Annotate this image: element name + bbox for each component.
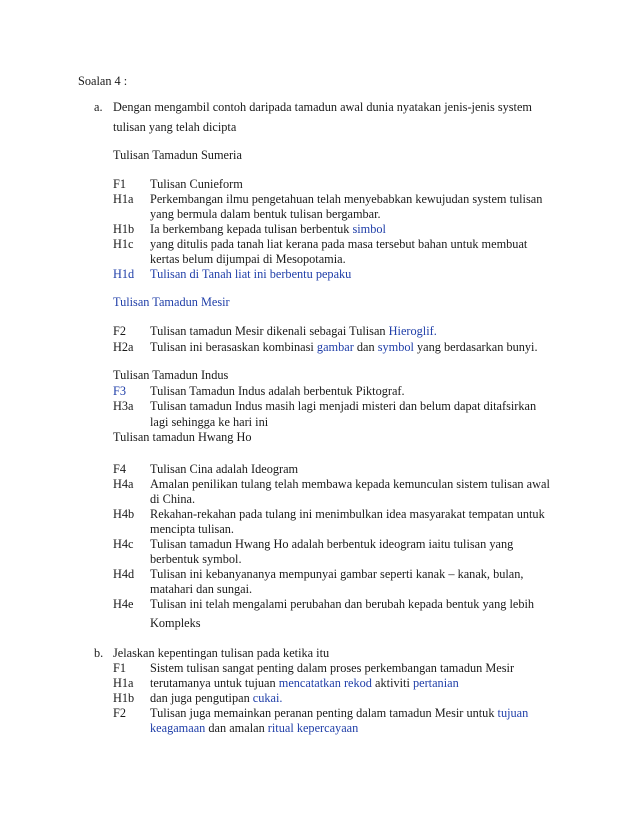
part-b-f1-code: F1	[113, 661, 126, 675]
mesir-f2-line	[150, 324, 437, 339]
part-b-f2-line	[150, 706, 528, 721]
part-b-f1-text: Sistem tulisan sangat penting dalam proses perkembangan tamadun Mesir	[150, 661, 515, 675]
part-b-f2-line2	[150, 721, 358, 736]
part-b-h1a-highlight1: mencatatkan rekod	[278, 676, 372, 690]
hwangho-h4c-line2: berbentuk symbol.	[150, 552, 242, 566]
hwangho-h4a-code: H4a	[113, 477, 134, 491]
part-b-h1a-text1: terutamanya untuk tujuan	[150, 676, 279, 690]
sumeria-h1d-code: H1d	[113, 267, 135, 281]
part-b-f2-highlight1: tujuan	[497, 706, 529, 720]
mesir-h2a-line	[150, 340, 538, 355]
hwangho-f4-code: F4	[113, 462, 126, 476]
mesir-f2-highlight: Hieroglif.	[388, 324, 437, 338]
sumeria-h1b-line	[150, 222, 386, 237]
mesir-h2a-code: H2a	[113, 340, 134, 354]
part-b-f2b-highlight1: keagamaan	[150, 721, 206, 735]
indus-f3-code: F3	[113, 384, 126, 398]
mesir-h2a-text1: Tulisan ini berasaskan kombinasi	[150, 340, 317, 354]
mesir-h2a-highlight2: symbol	[377, 340, 414, 354]
part-b-marker: b.	[94, 646, 104, 660]
sumeria-h1a-line2: yang bermula dalam bentuk tulisan bergambar.	[150, 207, 381, 221]
sumeria-h1c-code: H1c	[113, 237, 134, 251]
mesir-h2a-text2: dan	[353, 340, 378, 354]
part-a-marker: a.	[94, 100, 103, 114]
part-b-h1b-text1: dan juga pengutipan	[150, 691, 253, 705]
part-b-h1a-text2: aktiviti	[371, 676, 413, 690]
hwangho-h4c-line1: Tulisan tamadun Hwang Ho adalah berbentuk ideogram iaitu tulisan yang	[150, 537, 514, 551]
part-b-h1b-highlight1: cukai.	[252, 691, 283, 705]
sumeria-heading: Tulisan Tamadun Sumeria	[113, 148, 242, 162]
mesir-f2-text: Tulisan tamadun Mesir dikenali sebagai Tulisan	[150, 324, 389, 338]
hwangho-heading: Tulisan tamadun Hwang Ho	[113, 430, 252, 444]
part-b-question: Jelaskan kepentingan tulisan pada ketika itu	[113, 646, 330, 660]
part-b-h1b-line	[150, 691, 283, 706]
indus-h3a-line1: Tulisan tamadun Indus masih lagi menjadi misteri dan belum dapat ditafsirkan	[150, 399, 537, 413]
sumeria-h1b-highlight: simbol	[352, 222, 386, 236]
part-a-question-line1: Dengan mengambil contoh daripada tamadun awal dunia nyatakan jenis-jenis system	[113, 100, 532, 114]
part-b-h1a-line	[150, 676, 459, 691]
hwangho-h4e-line2: Kompleks	[150, 616, 201, 630]
sumeria-h1b-code: H1b	[113, 222, 135, 236]
sumeria-h1a-line1: Perkembangan ilmu pengetahuan telah menyebabkan kewujudan system tulisan	[150, 192, 543, 206]
hwangho-h4a-line1: Amalan penilikan tulang telah membawa kepada kemunculan sistem tulisan awal	[150, 477, 550, 491]
indus-h3a-line2: lagi sehingga ke hari ini	[150, 415, 269, 429]
indus-h3a-code: H3a	[113, 399, 134, 413]
part-b-f2-code: F2	[113, 706, 126, 720]
mesir-h2a-text3: yang berdasarkan bunyi.	[413, 340, 538, 354]
part-b-f2-text1: Tulisan juga memainkan peranan penting dalam tamadun Mesir untuk	[150, 706, 498, 720]
hwangho-h4b-line1: Rekahan-rekahan pada tulang ini menimbulkan idea masyarakat tempatan untuk	[150, 507, 545, 521]
hwangho-h4b-line2: mencipta tulisan.	[150, 522, 235, 536]
sumeria-h1b-text: Ia berkembang kepada tulisan berbentuk	[150, 222, 353, 236]
part-b-h1a-code: H1a	[113, 676, 134, 690]
hwangho-h4d-line2: matahari dan sungai.	[150, 582, 253, 596]
part-b-f2b-text1: dan amalan	[205, 721, 268, 735]
part-a-question-line2: tulisan yang telah dicipta	[113, 120, 237, 134]
part-b-h1a-highlight2: pertanian	[412, 676, 459, 690]
sumeria-h1d-text: Tulisan di Tanah liat ini berbentu pepaku	[150, 267, 352, 281]
part-b-f2b-highlight2: ritual kepercayaan	[267, 721, 359, 735]
indus-f3-text: Tulisan Tamadun Indus adalah berbentuk Piktograf.	[150, 384, 405, 398]
hwangho-f4-text: Tulisan Cina adalah Ideogram	[150, 462, 299, 476]
mesir-f2-code: F2	[113, 324, 126, 338]
hwangho-h4a-line2: di China.	[150, 492, 196, 506]
sumeria-f1-text: Tulisan Cunieform	[150, 177, 243, 191]
hwangho-h4c-code: H4c	[113, 537, 134, 551]
sumeria-h1c-line1: yang ditulis pada tanah liat kerana pada masa tersebut bahan untuk membuat	[150, 237, 528, 251]
sumeria-f1-code: F1	[113, 177, 126, 191]
hwangho-h4b-code: H4b	[113, 507, 135, 521]
mesir-h2a-highlight1: gambar	[316, 340, 354, 354]
sumeria-h1a-code: H1a	[113, 192, 134, 206]
part-b-h1b-code: H1b	[113, 691, 135, 705]
question-title: Soalan 4 :	[78, 74, 128, 88]
hwangho-h4d-code: H4d	[113, 567, 135, 581]
mesir-heading: Tulisan Tamadun Mesir	[113, 295, 230, 309]
indus-heading: Tulisan Tamadun Indus	[113, 368, 229, 382]
hwangho-h4e-line1: Tulisan ini telah mengalami perubahan dan berubah kepada bentuk yang lebih	[150, 597, 535, 611]
hwangho-h4d-line1: Tulisan ini kebanyananya mempunyai gambar seperti kanak – kanak, bulan,	[150, 567, 524, 581]
hwangho-h4e-code: H4e	[113, 597, 134, 611]
sumeria-h1c-line2: kertas belum dijumpai di Mesopotamia.	[150, 252, 346, 266]
